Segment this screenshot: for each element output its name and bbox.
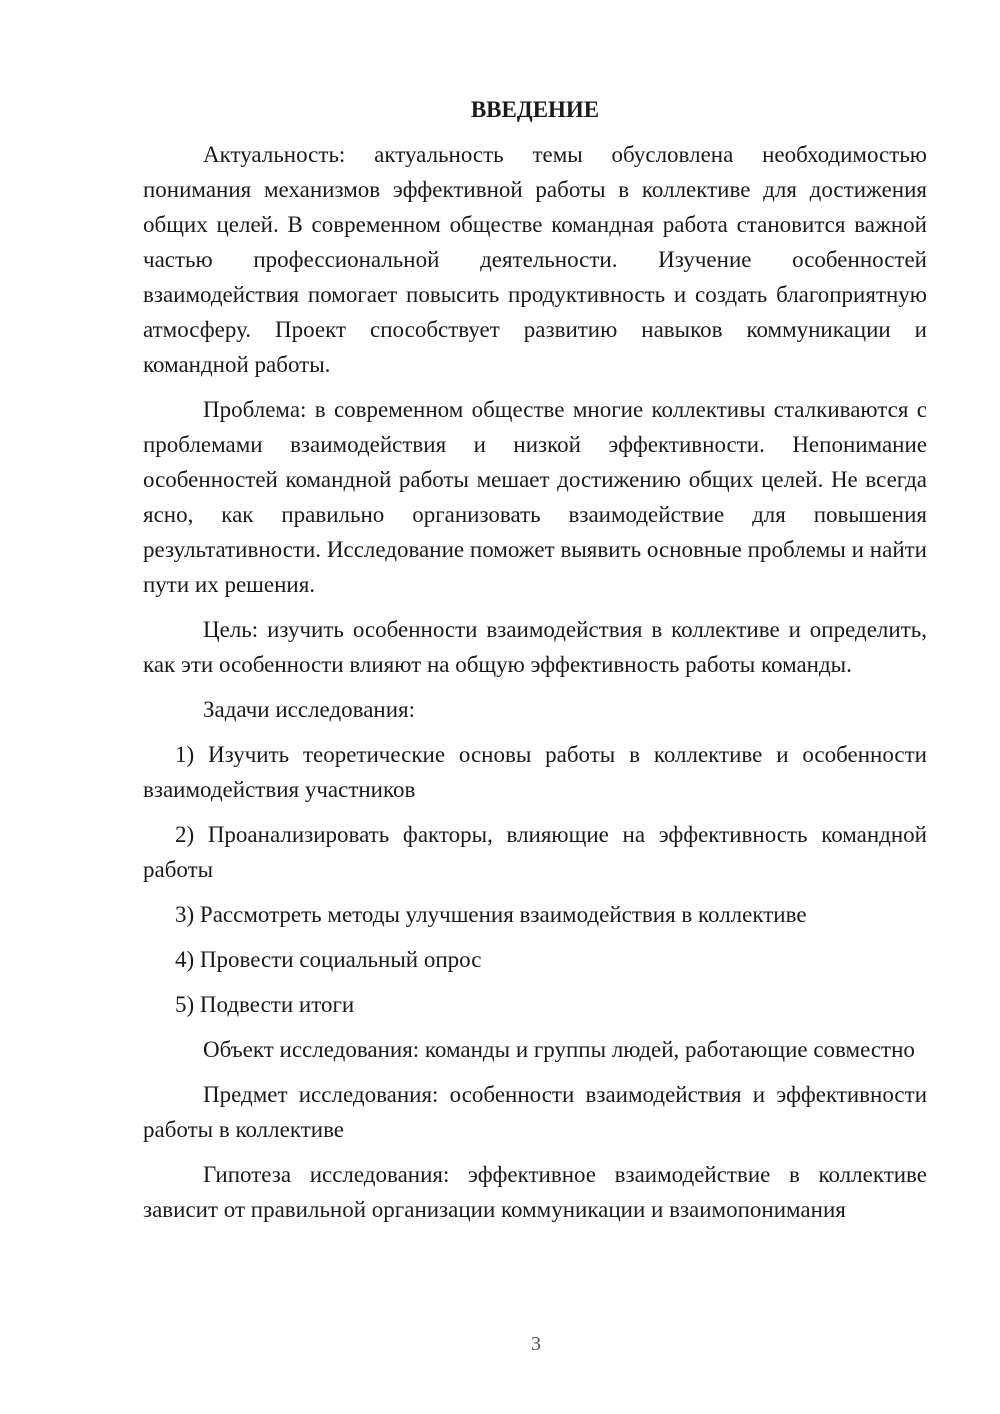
task-item-2: 2) Проанализировать факторы, влияющие на эффективность командной работы (143, 822, 927, 882)
subject-paragraph: Предмет исследования: особенности взаимодействия и эффективности работы в коллективе (143, 1082, 927, 1142)
page-content (143, 92, 927, 1237)
page-number: 3 (531, 1333, 541, 1355)
object-paragraph: Объект исследования: команды и группы людей, работающие совместно (203, 1037, 915, 1062)
task-item-1: 1) Изучить теоретические основы работы в коллективе и особенности взаимодействия участников (143, 742, 927, 802)
tasks-heading: Задачи исследования: (203, 697, 416, 722)
hypothesis-paragraph: Гипотеза исследования: эффективное взаимодействие в коллективе зависит от правильной организации коммуникации и взаимопонимания (143, 1162, 927, 1222)
section-title: ВВЕДЕНИЕ (470, 97, 600, 122)
goal-paragraph: Цель: изучить особенности взаимодействия в коллективе и определить, как эти особенности влияют на общую эффективность работы команды. (143, 617, 927, 677)
problem-paragraph: Проблема: в современном обществе многие коллективы сталкиваются с проблемами взаимодействия и низкой эффективности. Непонимание особенностей командной работы мешает достижению общих целей. Не всегда ясно, как правильно организовать взаимодействие для повышения результативности. Исследование поможет выявить основные проблемы и найти пути их решения. (143, 397, 927, 597)
relevance-paragraph: Актуальность: актуальность темы обусловлена необходимостью понимания механизмов эффективной работы в коллективе для достижения общих целей. В современном обществе командная работа становится важной частью профессиональной деятельности. Изучение особенностей взаимодействия помогает повысить продуктивность и создать благоприятную атмосферу. Проект способствует развитию навыков коммуникации и командной работы. (143, 142, 927, 377)
task-item-5: 5) Подвести итоги (175, 992, 355, 1017)
task-item-4: 4) Провести социальный опрос (175, 947, 482, 972)
task-item-3: 3) Рассмотреть методы улучшения взаимодействия в коллективе (175, 902, 807, 927)
